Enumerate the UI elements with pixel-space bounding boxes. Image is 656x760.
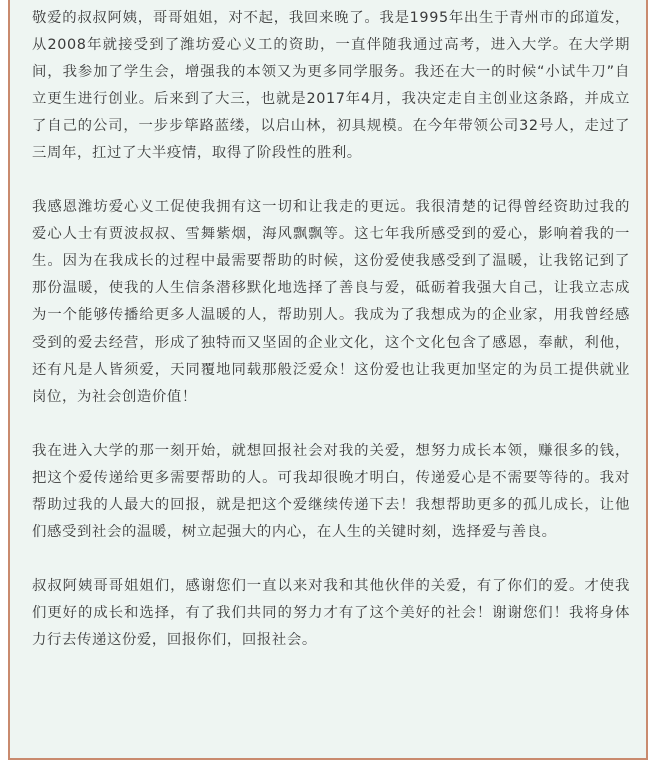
- paragraph-gratitude: 我感恩潍坊爱心义工促使我拥有这一切和让我走的更远。我很清楚的记得曾经资助过我的爱心人士有贾波叔叔、雪舞紫烟，海风飘飘等。这七年我所感受到的爱心，影响着我的一生。因为在我成长的过程中最需要帮助的时候，这份爱使我感受到了温暖，让我铭记到了那份温暖，使我的人生信条潜移默化地选择了善良与爱，砥砺着我强大自己，让我立志成为一个能够传播给更多人温暖的人，帮助别人。我成为了我想成为的企业家，用我曾经感受到的爱去经营，形成了独特而又坚固的企业文化，这个文化包含了感恩，奉献，利他，还有凡是人皆须爱，天同覆地同载那般泛爱众！这份爱也让我更加坚定的为员工提供就业岗位，为社会创造价值！: [32, 199, 630, 405]
- letter-panel: [8, 0, 648, 760]
- paragraph-gap: [32, 546, 630, 573]
- paragraph-intro: 敬爱的叔叔阿姨，哥哥姐姐，对不起，我回来晚了。我是1995年出生于青州市的邱道发，从2008年就接受到了潍坊爱心义工的资助，一直伴随我通过高考，进入大学。在大学期间，我参加了学生会，增强我的本领又为更多同学服务。我还在大一的时候“小试牛刀”自立更生进行创业。后来到了大三，也就是2017年4月，我决定走自主创业这条路，并成立了自己的公司，一步步筚路蓝缕，以启山林，初具规模。在今年带领公司32号人，走过了三周年，扛过了大半疫情，取得了阶段性的胜利。: [32, 10, 630, 162]
- paragraph-closing: 叔叔阿姨哥哥姐姐们，感谢您们一直以来对我和其他伙伴的关爱，有了你们的爱。才使我们更好的成长和选择，有了我们共同的努力才有了这个美好的社会！谢谢您们！我将身体力行去传递这份爱，回报你们，回报社会。: [32, 577, 630, 648]
- paragraph-gap: [32, 167, 630, 194]
- paragraph-gap: [32, 411, 630, 438]
- paragraph-giving-back: 我在进入大学的那一刻开始，就想回报社会对我的关爱，想努力成长本领，赚很多的钱，把这个爱传递给更多需要帮助的人。可我却很晚才明白，传递爱心是不需要等待的。我对帮助过我的人最大的回报，就是把这个爱继续传递下去！我想帮助更多的孤儿成长，让他们感受到社会的温暖，树立起强大的内心，在人生的关键时刻，选择爱与善良。: [32, 442, 630, 540]
